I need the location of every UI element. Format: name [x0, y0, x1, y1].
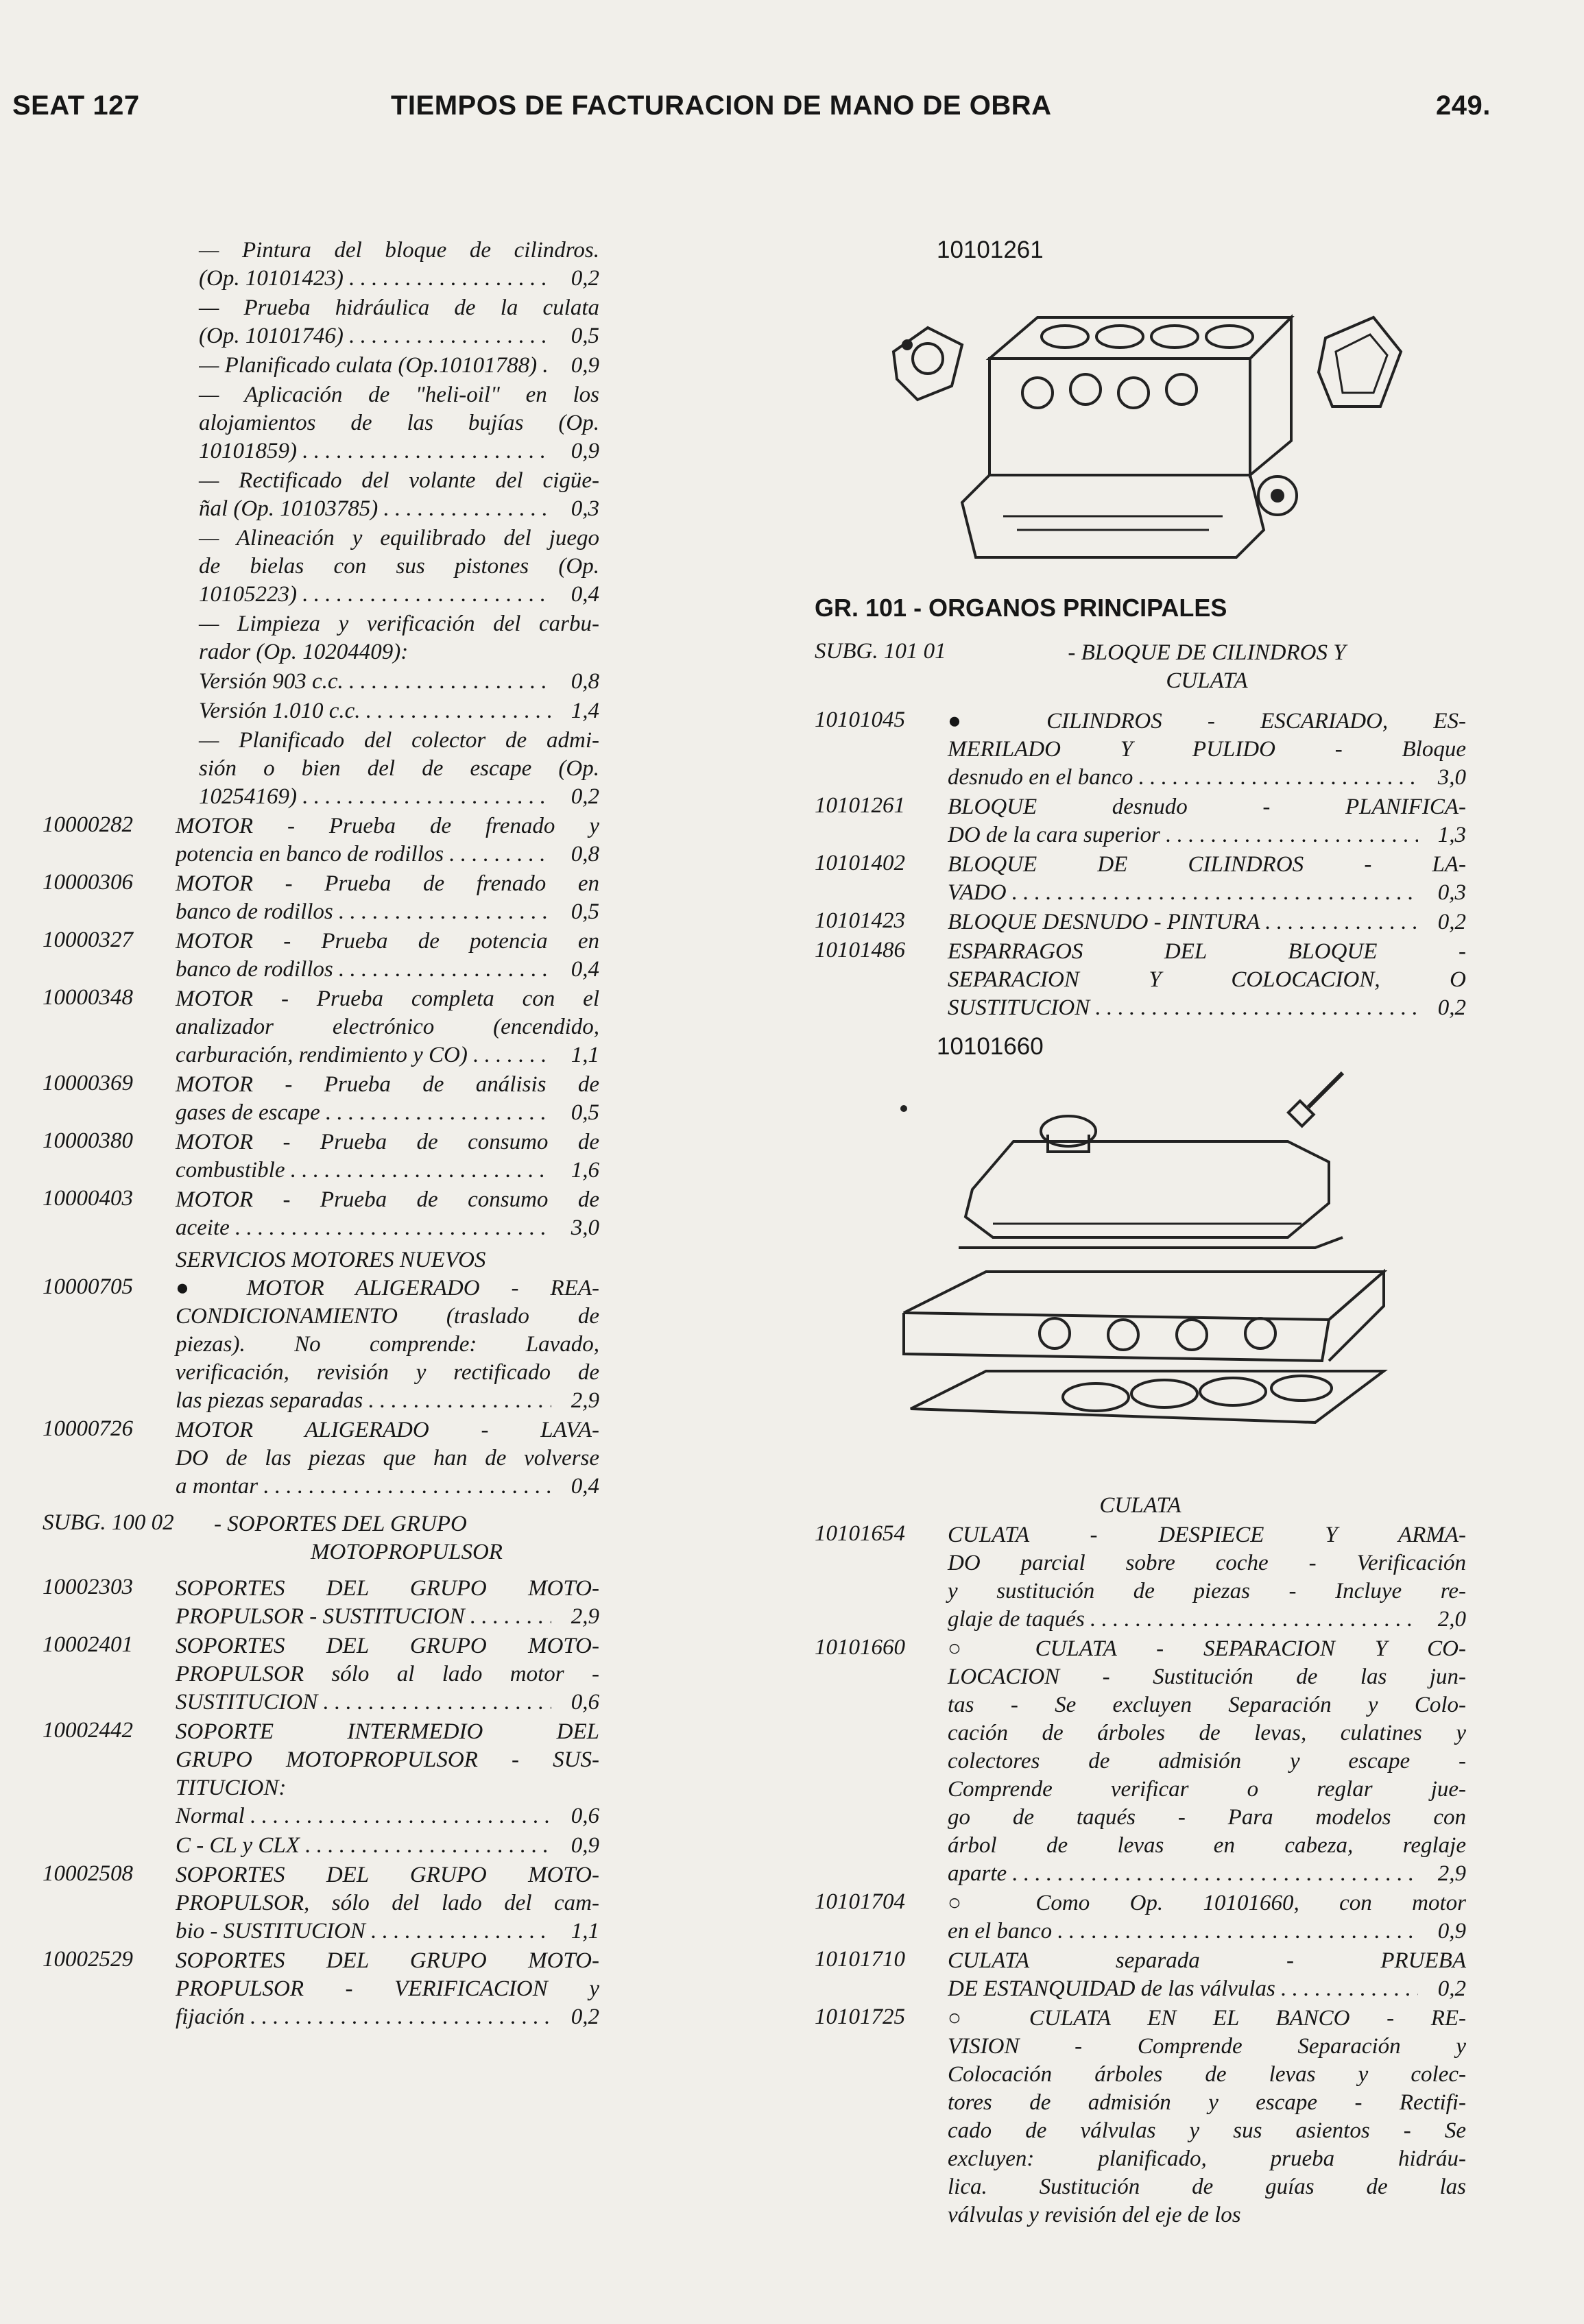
- operation-entry: [815, 1635, 1466, 1888]
- operation-text: — Planificado del colector de admi-: [199, 728, 599, 753]
- operation-text: (Op. 10101423) . . .: [199, 265, 551, 293]
- operation-text: 10101859) . . .: [199, 437, 551, 465]
- operation-entry: [43, 1186, 599, 1242]
- operation-time: 0,3: [571, 496, 599, 521]
- operation-code: 10101660: [815, 1635, 905, 1660]
- operation-code: 10101710: [815, 1947, 905, 1972]
- operation-entry: [43, 1071, 599, 1127]
- operation-text: glaje de taqués . . .: [948, 1606, 1418, 1634]
- operation-entry: [815, 851, 1466, 907]
- operation-entry: [43, 1416, 599, 1501]
- operation-code: 10101654: [815, 1521, 905, 1546]
- operation-code: 10000705: [43, 1274, 133, 1299]
- operation-entry: [43, 1128, 599, 1185]
- operation-text: MOTOR - Prueba de consumo de: [176, 1130, 599, 1154]
- operation-text: SOPORTE INTERMEDIO DEL: [176, 1719, 599, 1744]
- operation-time: 0,9: [571, 353, 599, 378]
- operation-time: 0,4: [571, 1474, 599, 1499]
- left-column: [43, 237, 599, 2033]
- operation-text: — Prueba hidráulica de la culata: [199, 295, 599, 320]
- operation-entry: [43, 812, 599, 869]
- operation-time: 0,2: [571, 266, 599, 291]
- operation-code: 10000348: [43, 985, 133, 1010]
- operation-text: ● CILINDROS - ESCARIADO, ES-: [948, 709, 1466, 734]
- operation-text: ● MOTOR ALIGERADO - REA-: [176, 1276, 599, 1300]
- operation-text: SOPORTES DEL GRUPO MOTO-: [176, 1576, 599, 1601]
- operation-text: y sustitución de piezas - Incluye re-: [948, 1579, 1466, 1603]
- operation-entry: [43, 294, 599, 350]
- operation-time: 0,8: [571, 669, 599, 694]
- operation-time: 0,6: [571, 1804, 599, 1828]
- operation-text: válvulas y revisión del eje de los: [948, 2203, 1241, 2227]
- operation-code: 10101402: [815, 851, 905, 875]
- operation-text: de bielas con sus pistones (Op.: [199, 554, 599, 579]
- operation-text: tores de admisión y escape - Rectifi-: [948, 2090, 1466, 2115]
- operation-entry: [815, 793, 1466, 849]
- operation-time: 2,0: [1437, 1607, 1466, 1632]
- operation-text: go de taqués - Para modelos con: [948, 1805, 1466, 1830]
- operation-text: tas - Se excluyen Separación y Colo-: [948, 1693, 1466, 1717]
- operation-text: SUSTITUCION . . .: [176, 1688, 551, 1717]
- operation-code: 10000369: [43, 1071, 133, 1096]
- operation-text: CONDICIONAMIENTO (traslado de: [176, 1304, 599, 1329]
- operation-text: PROPULSOR, sólo del lado del cam-: [176, 1891, 599, 1915]
- operation-text: DO de la cara superior . . .: [948, 821, 1418, 849]
- operation-text: — Aplicación de "heli-oil" en los: [199, 383, 599, 407]
- operation-time: 0,5: [571, 1100, 599, 1125]
- group-title: GR. 101 - ORGANOS PRINCIPALES: [815, 594, 1227, 622]
- operation-text: Versión 1.010 c.c. . . .: [199, 697, 551, 725]
- operation-text: a montar . . .: [176, 1473, 551, 1501]
- operation-time: 0,2: [571, 2005, 599, 2029]
- cylinder-head-illustration: [815, 1066, 1466, 1484]
- operation-code: 10002529: [43, 1947, 133, 1972]
- operation-code: 10000380: [43, 1128, 133, 1153]
- operation-text: carburación, rendimiento y CO) . . .: [176, 1041, 551, 1069]
- operation-text: BLOQUE DE CILINDROS - LA-: [948, 852, 1466, 877]
- operation-code: 10101486: [815, 938, 905, 963]
- operation-text: ○ CULATA - SEPARACION Y CO-: [948, 1636, 1466, 1661]
- operation-entry: [43, 237, 599, 293]
- operation-text: analizador electrónico (encendido,: [176, 1015, 599, 1039]
- section-heading: SERVICIOS MOTORES NUEVOS: [176, 1248, 486, 1272]
- operation-text: — Rectificado del volante del cigüe-: [199, 468, 599, 493]
- engine-block-illustration: [815, 269, 1466, 584]
- operation-entry: [815, 938, 1466, 1022]
- figure-label-block: 10101261: [937, 237, 1044, 263]
- operation-entry: [43, 1632, 599, 1717]
- subgroup-heading: SUBG. 101 01 - BLOQUE DE CILINDROS Y CULATA: [815, 639, 1346, 693]
- operation-text: cación de árboles de levas, culatines y: [948, 1721, 1466, 1745]
- operation-time: 0,9: [571, 439, 599, 463]
- operation-code: 10101045: [815, 707, 905, 732]
- operation-text: MOTOR - Prueba de frenado y: [176, 814, 599, 838]
- section-heading-culata: CULATA: [1099, 1493, 1181, 1518]
- page-title: TIEMPOS DE FACTURACION DE MANO DE OBRA: [391, 90, 1052, 121]
- operation-text: lica. Sustitución de guías de las: [948, 2175, 1466, 2199]
- operation-entry: [815, 1521, 1466, 1634]
- operation-text: LOCACION - Sustitución de las jun-: [948, 1665, 1466, 1689]
- operation-text: ○ Como Op. 10101660, con motor: [948, 1891, 1466, 1915]
- operation-text: BLOQUE DESNUDO - PINTURA . . .: [948, 908, 1418, 936]
- operation-text: MOTOR - Prueba de consumo de: [176, 1187, 599, 1212]
- operation-text: cado de válvulas y sus asientos - Se: [948, 2118, 1466, 2143]
- operation-time: 1,4: [571, 699, 599, 723]
- operation-entry: [43, 1947, 599, 2031]
- subgroup-heading: [43, 1510, 599, 1566]
- operation-code: 10101261: [815, 793, 905, 818]
- operation-text: — Alineación y equilibrado del juego: [199, 526, 599, 550]
- operation-code: 10000282: [43, 812, 133, 837]
- operation-code: 10101725: [815, 2005, 905, 2029]
- operation-text: las piezas separadas . . .: [176, 1387, 551, 1415]
- subgroup-title: MOTOPROPULSOR: [311, 1540, 503, 1564]
- operation-text: banco de rodillos . . .: [176, 956, 551, 984]
- operation-text: GRUPO MOTOPROPULSOR - SUS-: [176, 1747, 599, 1772]
- operation-text: 10254169) . . .: [199, 783, 551, 811]
- operation-time: 2,9: [571, 1388, 599, 1413]
- operation-text: aparte . . .: [948, 1860, 1418, 1888]
- operation-time: 0,2: [1437, 910, 1466, 934]
- operation-entry: [43, 467, 599, 523]
- operation-time: 3,0: [1437, 765, 1466, 790]
- operation-time: 0,9: [571, 1833, 599, 1858]
- operation-entry: [43, 870, 599, 926]
- operation-entry: [43, 668, 599, 696]
- operation-text: — Pintura del bloque de cilindros.: [199, 238, 599, 263]
- operation-text: PROPULSOR - VERIFICACION y: [176, 1976, 599, 2001]
- operation-text: ESPARRAGOS DEL BLOQUE -: [948, 939, 1466, 964]
- operation-text: Versión 903 c.c. . . .: [199, 668, 551, 696]
- operation-text: TITUCION:: [176, 1776, 287, 1800]
- block-operations-list: [815, 707, 1466, 1022]
- figure-label-head: 10101660: [937, 1033, 1044, 1060]
- operation-text: aceite . . .: [176, 1214, 551, 1242]
- operation-text: SOPORTES DEL GRUPO MOTO-: [176, 1863, 599, 1887]
- operation-text: SUSTITUCION . . .: [948, 994, 1418, 1022]
- operation-entry: [815, 908, 1466, 936]
- operation-code: 10002442: [43, 1718, 133, 1743]
- operation-text: PROPULSOR - SUSTITUCION . . .: [176, 1603, 551, 1631]
- operation-text: SOPORTES DEL GRUPO MOTO-: [176, 1948, 599, 1973]
- operation-code: 10002508: [43, 1861, 133, 1886]
- operation-time: 0,9: [1437, 1919, 1466, 1944]
- operation-entry: [43, 1274, 599, 1415]
- operation-entry: [43, 1718, 599, 1830]
- operation-code: 10000306: [43, 870, 133, 895]
- operation-time: 0,5: [571, 324, 599, 348]
- operation-text: fijación . . .: [176, 2003, 551, 2031]
- operation-text: desnudo en el banco . . .: [948, 764, 1418, 792]
- operation-text: DO parcial sobre coche - Verificación: [948, 1551, 1466, 1575]
- operation-text: sión o bien del de escape (Op.: [199, 756, 599, 781]
- operation-time: 2,9: [1437, 1861, 1466, 1886]
- head-operations-list: [815, 1521, 1466, 2229]
- operation-text: Normal . . .: [176, 1802, 551, 1830]
- page-number: 249.: [1436, 90, 1491, 121]
- operation-code: 10000726: [43, 1416, 133, 1441]
- operation-text: banco de rodillos . . .: [176, 898, 551, 926]
- operation-entry: [43, 524, 599, 609]
- operation-text: SEPARACION Y COLOCACION, O: [948, 967, 1466, 992]
- operation-text: ñal (Op. 10103785) . . .: [199, 495, 551, 523]
- operation-entry: [815, 1947, 1466, 2003]
- operation-text: potencia en banco de rodillos . . .: [176, 840, 551, 869]
- operation-time: 0,2: [1437, 1976, 1466, 2001]
- operation-text: DO de las piezas que han de volverse: [176, 1446, 599, 1470]
- operation-text: Comprende verificar o reglar jue-: [948, 1777, 1466, 1802]
- operation-text: colectores de admisión y escape -: [948, 1749, 1466, 1774]
- operation-entry: [43, 1832, 599, 1860]
- operation-time: 1,3: [1437, 823, 1466, 847]
- operation-time: 0,2: [1437, 995, 1466, 1020]
- operation-time: 0,4: [571, 957, 599, 982]
- operation-text: SOPORTES DEL GRUPO MOTO-: [176, 1634, 599, 1658]
- operation-time: 3,0: [571, 1215, 599, 1240]
- operation-entry: [43, 610, 599, 666]
- operation-time: 0,8: [571, 842, 599, 867]
- operation-text: 10105223) . . .: [199, 581, 551, 609]
- operation-entry: [43, 697, 599, 725]
- operation-text: — Planificado culata (Op.10101788) . . .: [199, 352, 551, 380]
- subgroup-code: SUBG. 100 02: [43, 1510, 174, 1535]
- operation-entry: [43, 1575, 599, 1631]
- operation-entry: [43, 727, 599, 811]
- operation-code: 10002401: [43, 1632, 133, 1657]
- operation-text: gases de escape . . .: [176, 1099, 551, 1127]
- operation-text: rador (Op. 10204409):: [199, 640, 409, 664]
- operation-text: MERILADO Y PULIDO - Bloque: [948, 737, 1466, 762]
- operation-text: excluyen: planificado, prueba hidráu-: [948, 2146, 1466, 2171]
- operation-entry: [43, 381, 599, 465]
- operation-entry: [815, 707, 1466, 792]
- operation-code: 10000403: [43, 1186, 133, 1211]
- operation-text: DE ESTANQUIDAD de las válvulas . . .: [948, 1975, 1418, 2003]
- operation-entry: [43, 928, 599, 984]
- right-column: [815, 237, 1466, 2231]
- operation-text: piezas). No comprende: Lavado,: [176, 1332, 599, 1357]
- operation-text: CULATA separada - PRUEBA: [948, 1948, 1466, 1973]
- header-model: SEAT 127: [12, 90, 140, 121]
- operation-time: 0,3: [1437, 880, 1466, 905]
- operation-time: 0,2: [571, 784, 599, 809]
- operation-code: 10101704: [815, 1889, 905, 1914]
- operation-time: 1,1: [571, 1043, 599, 1067]
- operation-text: PROPULSOR sólo al lado motor -: [176, 1662, 599, 1686]
- operation-time: 0,4: [571, 582, 599, 607]
- operation-time: 1,6: [571, 1158, 599, 1183]
- operation-text: (Op. 10101746) . . .: [199, 322, 551, 350]
- operation-time: 0,5: [571, 899, 599, 924]
- operation-text: combustible . . .: [176, 1157, 551, 1185]
- operation-text: VADO . . .: [948, 879, 1418, 907]
- operation-text: BLOQUE desnudo - PLANIFICA-: [948, 795, 1466, 819]
- operation-time: 1,1: [571, 1919, 599, 1944]
- operation-text: alojamientos de las bujías (Op.: [199, 411, 599, 435]
- operation-time: 2,9: [571, 1604, 599, 1629]
- operation-entry: [43, 1861, 599, 1946]
- operation-entry: [815, 2005, 1466, 2229]
- operation-entry: [815, 1889, 1466, 1946]
- operation-time: 0,6: [571, 1690, 599, 1715]
- operation-text: MOTOR - Prueba de potencia en: [176, 929, 599, 954]
- operation-text: bio - SUSTITUCION . . .: [176, 1917, 551, 1946]
- operation-text: CULATA - DESPIECE Y ARMA-: [948, 1523, 1466, 1547]
- operation-text: MOTOR - Prueba completa con el: [176, 987, 599, 1011]
- operation-text: C - CL y CLX . . .: [176, 1832, 551, 1860]
- operation-text: ○ CULATA EN EL BANCO - RE-: [948, 2006, 1466, 2031]
- operation-code: 10000327: [43, 928, 133, 952]
- operation-code: 10002303: [43, 1575, 133, 1599]
- operation-text: MOTOR - Prueba de análisis de: [176, 1072, 599, 1097]
- operation-code: 10101423: [815, 908, 905, 933]
- operation-text: árbol de levas en cabeza, reglaje: [948, 1833, 1466, 1858]
- operation-text: MOTOR - Prueba de frenado en: [176, 871, 599, 896]
- operation-text: VISION - Comprende Separación y: [948, 2034, 1466, 2059]
- operation-text: verificación, revisión y rectificado de: [176, 1360, 599, 1385]
- operation-text: Colocación árboles de levas y colec-: [948, 2062, 1466, 2087]
- operation-text: en el banco . . .: [948, 1917, 1418, 1946]
- subgroup-title: - SOPORTES DEL GRUPO: [214, 1512, 467, 1536]
- operation-text: MOTOR ALIGERADO - LAVA-: [176, 1418, 599, 1442]
- operation-text: — Limpieza y verificación del carbu-: [199, 612, 599, 636]
- operation-entry: [43, 352, 599, 380]
- operation-entry: [43, 985, 599, 1069]
